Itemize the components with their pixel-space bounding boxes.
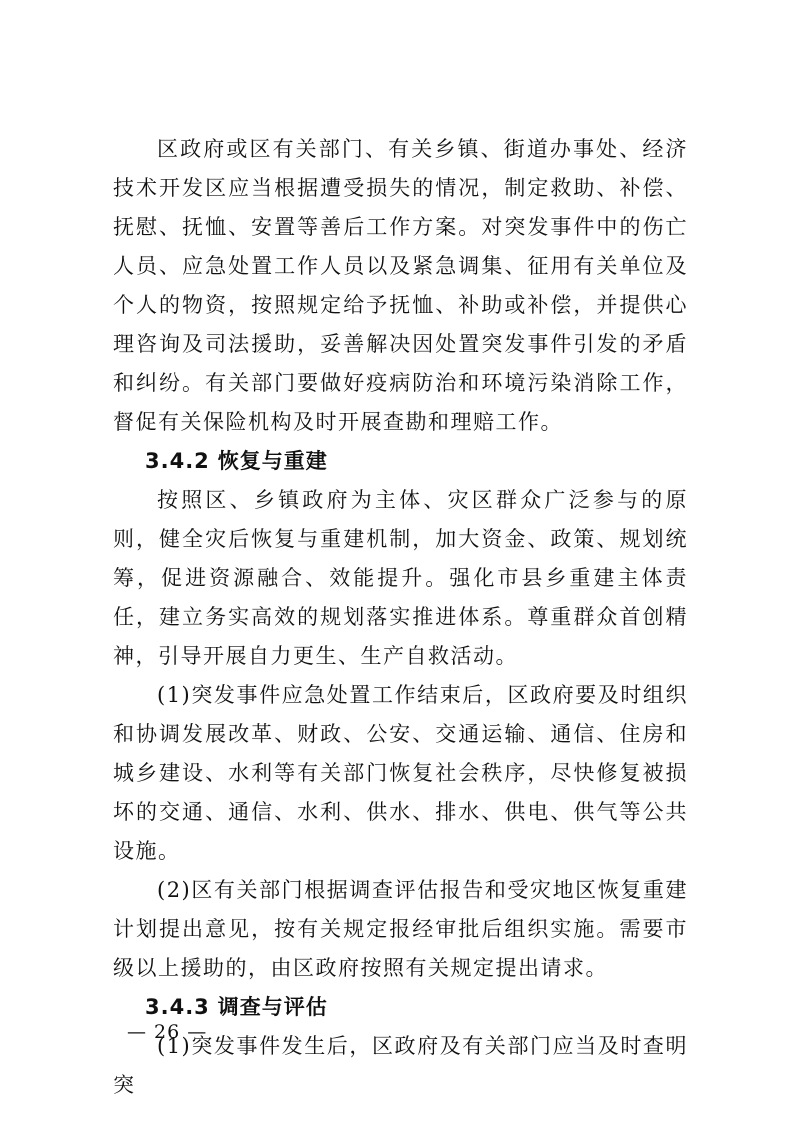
section-title: 恢复与重建 bbox=[217, 449, 328, 473]
paragraph-recovery-item-2: (2)区有关部门根据调查评估报告和受灾地区恢复重建计划提出意见，按有关规定报经审批后组织实施。需要市级以上援助的，由区政府按照有关规定提出请求。 bbox=[113, 878, 688, 980]
document-body bbox=[113, 130, 688, 1105]
paragraph-recovery-item-1: (1)突发事件应急处置工作结束后，区政府要及时组织和协调发展改革、财政、公安、交通运输、通信、住房和城乡建设、水利等有关部门恢复社会秩序，尽快修复被损坏的交通、通信、水利、供水、排水、供电、供气等公共设施。 bbox=[113, 683, 688, 863]
paragraph-investigation-item-1: (1)突发事件发生后，区政府及有关部门应当及时查明突 bbox=[113, 1034, 688, 1097]
page-number: — 26 — bbox=[127, 1021, 208, 1043]
paragraph-recovery-principle: 按照区、乡镇政府为主体、灾区群众广泛参与的原则，健全灾后恢复与重建机制，加大资金、政策、规划统筹，促进资源融合、效能提升。强化市县乡重建主体责任，建立务实高效的规划落实推进体系。尊重群众首创精神，引导开展自力更生、生产自救活动。 bbox=[113, 488, 688, 668]
paragraph-aftercare: 区政府或区有关部门、有关乡镇、街道办事处、经济技术开发区应当根据遭受损失的情况，制定救助、补偿、抚慰、抚恤、安置等善后工作方案。对突发事件中的伤亡人员、应急处置工作人员以及紧急调集、征用有关单位及个人的物资，按照规定给予抚恤、补助或补偿，并提供心理咨询及司法援助，妥善解决因处置突发事件引发的矛盾和纠纷。有关部门要做好疫病防治和环境污染消除工作，督促有关保险机构及时开展查勘和理赔工作。 bbox=[113, 137, 688, 434]
section-heading-recovery bbox=[113, 442, 688, 481]
section-number: 3.4.3 bbox=[145, 995, 210, 1019]
section-number: 3.4.2 bbox=[145, 449, 210, 473]
section-title: 调查与评估 bbox=[217, 995, 328, 1019]
